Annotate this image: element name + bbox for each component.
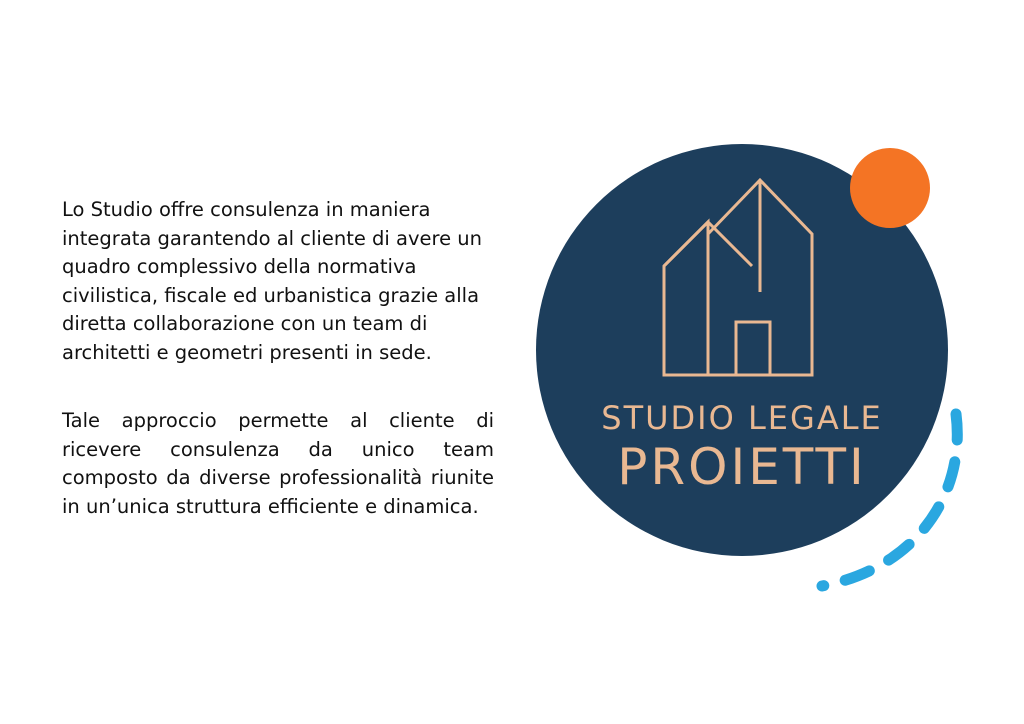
brand-line-studio-legale: STUDIO LEGALE: [601, 399, 883, 437]
body-text-column: [62, 196, 494, 521]
paragraph-1: Lo Studio offre consulenza in maniera integrata garantendo al cliente di avere un quadro complessivo della normativa civilistica, fiscale ed urbanistica grazie alla diretta collaborazione con un team di architetti e geometri presenti in sede.: [62, 198, 483, 364]
paragraph-2: Tale approccio permette al cliente di ricevere consulenza da unico team composto da diverse professionalità riunite in un’unica struttura efficiente e dinamica.: [62, 409, 494, 518]
house-outline-svg: [650, 170, 840, 405]
logo-area: [520, 130, 990, 610]
brand-lockup: [536, 398, 948, 496]
brand-line-proietti: PROIETTI: [617, 438, 867, 496]
orange-accent-dot: [850, 148, 930, 228]
house-outline-icon: [650, 170, 840, 405]
